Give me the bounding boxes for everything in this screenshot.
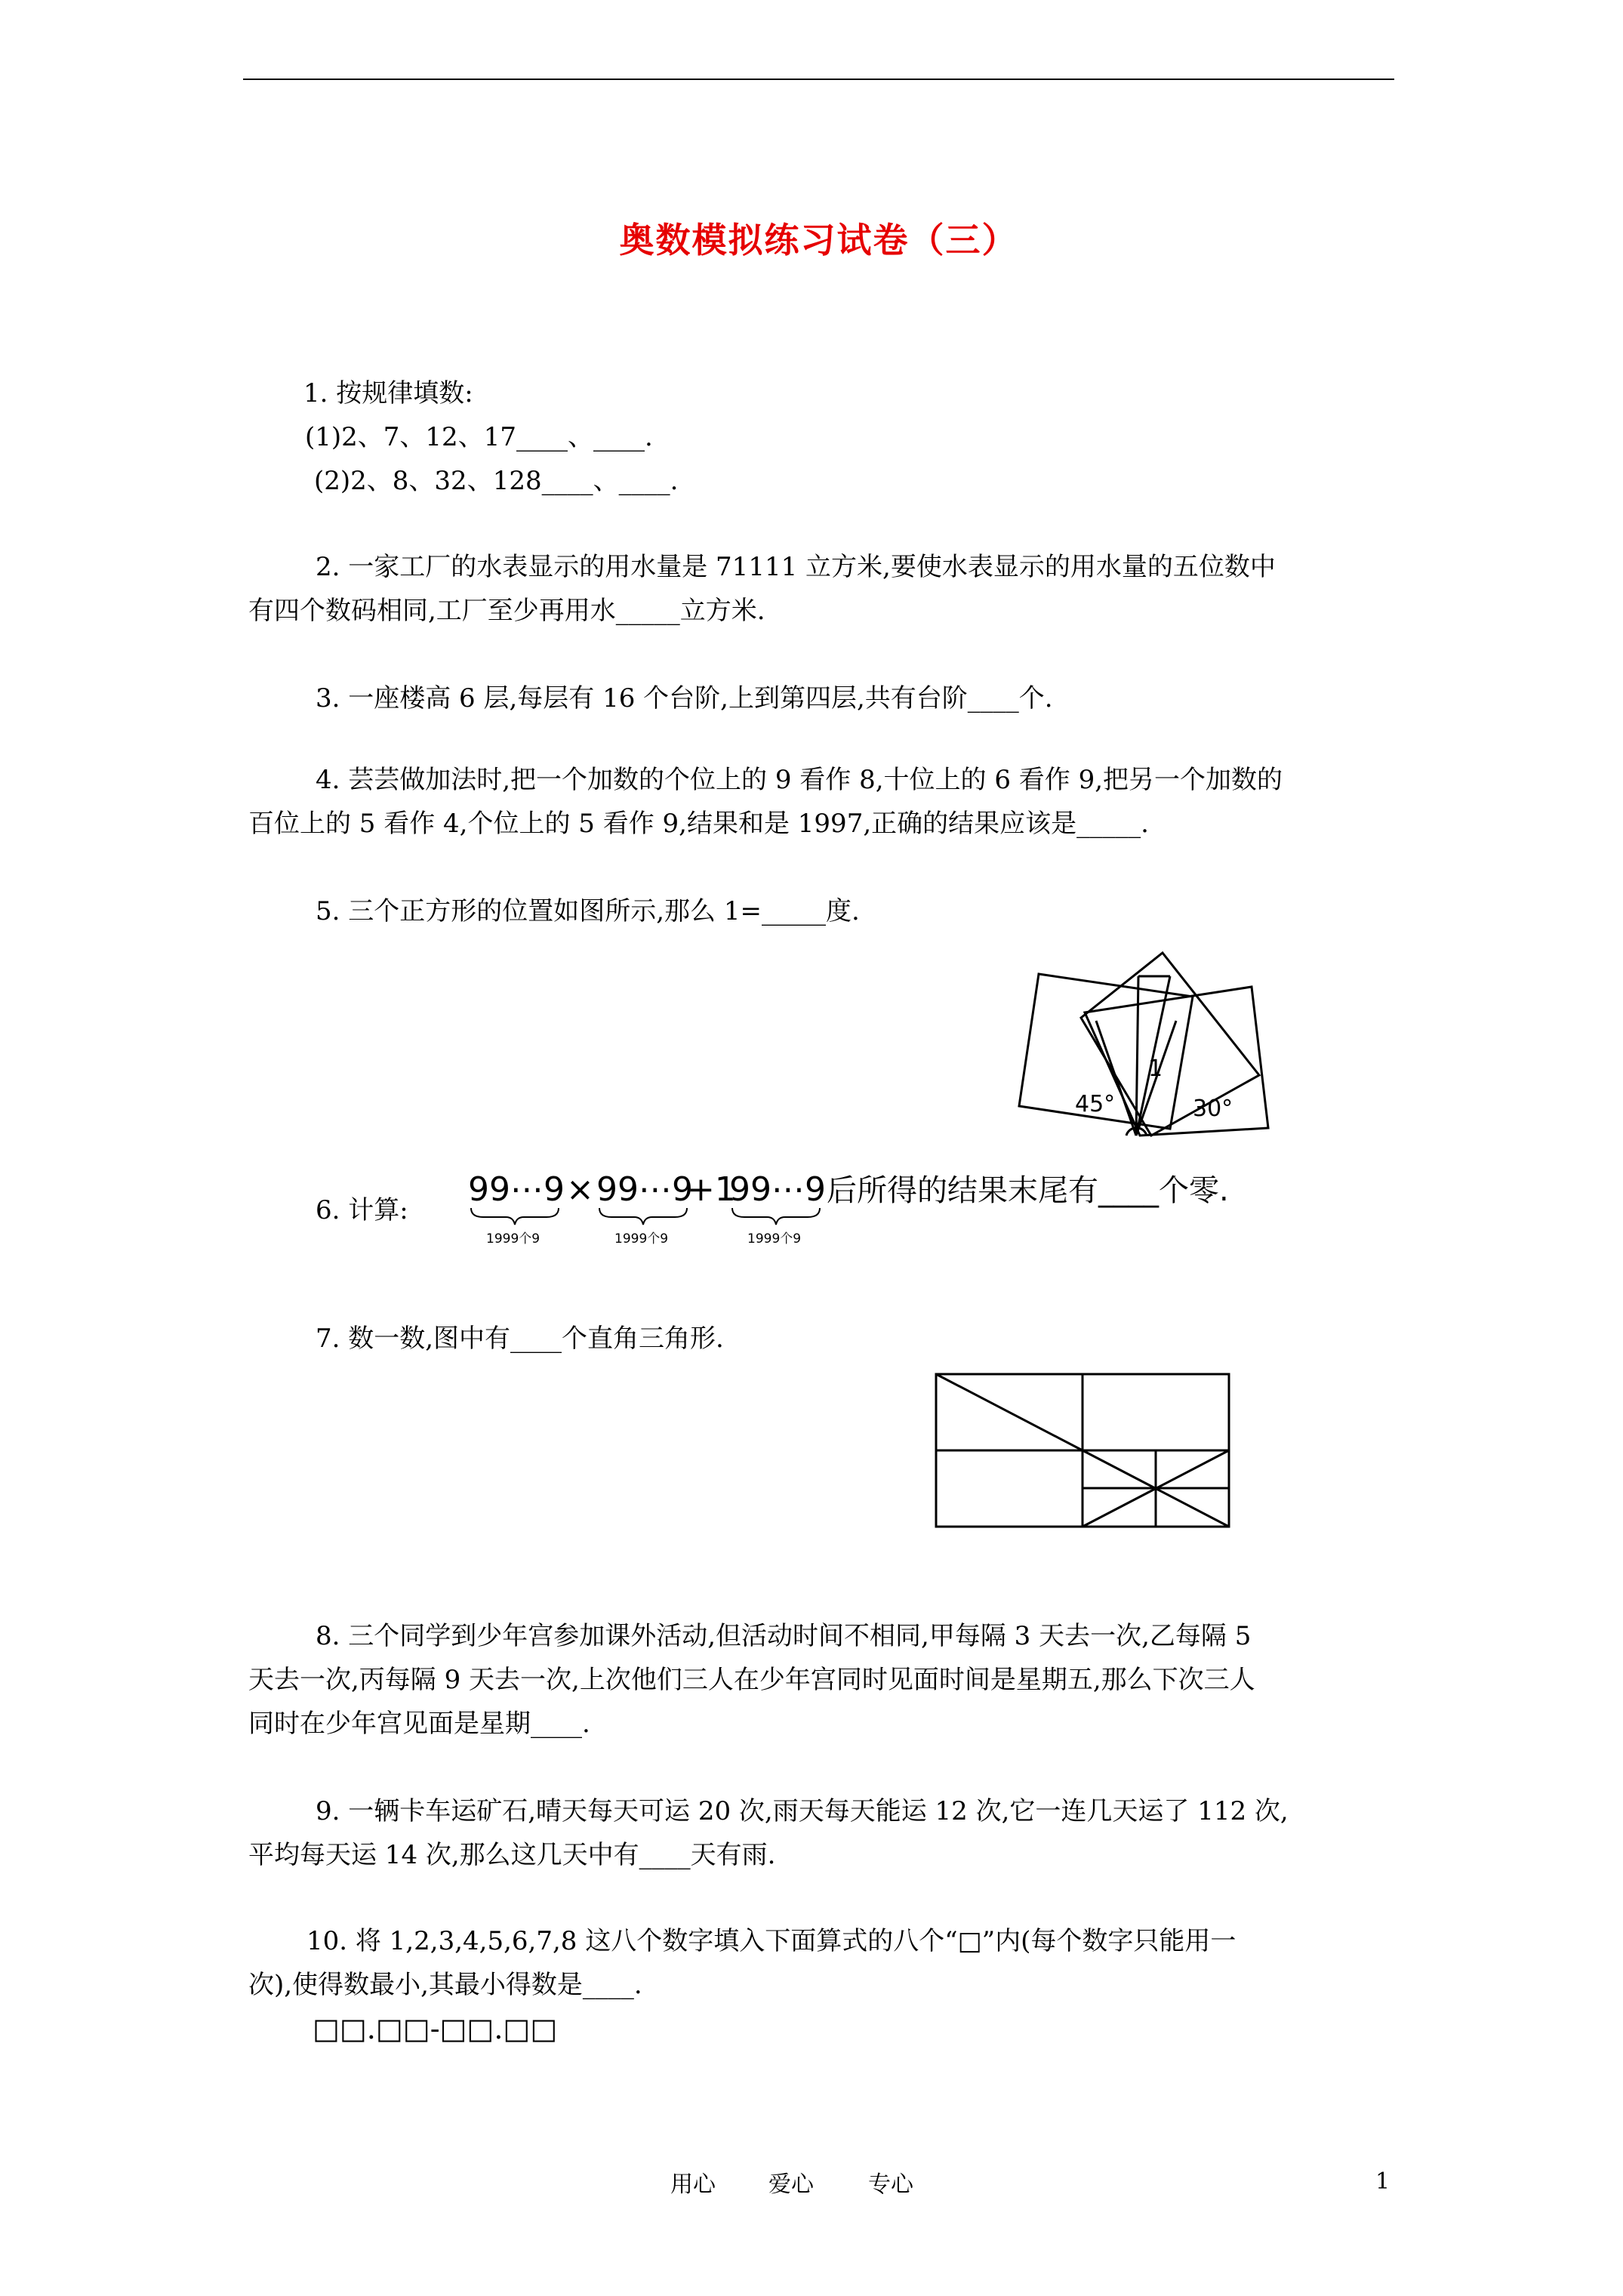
q8-line1: 8. 三个同学到少年宫参加课外活动,但活动时间不相同,甲每隔 3 天去一次,乙每隔 5 — [316, 1621, 1252, 1651]
brace-label-3: 1999个9 — [747, 1231, 802, 1247]
q9-line2: 平均每天运 14 次,那么这几天中有____天有雨. — [248, 1840, 776, 1870]
plus-one: +1 — [687, 1170, 736, 1209]
q3-line1: 3. 一座楼高 6 层,每层有 16 个台阶,上到第四层,共有台阶____个. — [316, 683, 1053, 713]
brace-1 — [471, 1208, 559, 1225]
q9-line1: 9. 一辆卡车运矿石,晴天每天可运 20 次,雨天每天能运 12 次,它一连几天运了 112 次, — [316, 1796, 1289, 1826]
footer-item-2: 爱心 — [768, 2171, 814, 2198]
angle-45-label: 45° — [1075, 1091, 1116, 1117]
times-sign: × — [566, 1170, 594, 1209]
q10-line1: 10. 将 1,2,3,4,5,6,7,8 这八个数字填入下面算式的八个“□”内(每个数字只能用一 — [306, 1926, 1236, 1956]
page-number: 1 — [1375, 2168, 1390, 2195]
q7-line1: 7. 数一数,图中有____个直角三角形. — [316, 1324, 724, 1354]
q2-line2: 有四个数码相同,工厂至少再用水_____立方米. — [248, 596, 765, 626]
brace-2 — [599, 1208, 687, 1225]
q6-prefix: 6. 计算: — [316, 1195, 408, 1225]
q4-line2: 百位上的 5 看作 4,个位上的 5 看作 9,结果和是 1997,正确的结果应该是_____. — [248, 809, 1149, 839]
footer-item-3: 专心 — [868, 2171, 913, 2198]
term-3: 99⋯9 — [729, 1170, 826, 1209]
q10-line2: 次),使得数最小,其最小得数是____. — [248, 1970, 642, 2000]
header-rule — [243, 79, 1394, 80]
footer-item-1: 用心 — [670, 2171, 716, 2198]
term-2: 99⋯9 — [596, 1170, 693, 1209]
brace-3 — [732, 1208, 820, 1225]
angle-1-label: 1 — [1148, 1056, 1163, 1082]
page-title: 奥数模拟练习试卷（三） — [619, 220, 1018, 260]
brace-label-1: 1999个9 — [486, 1231, 540, 1247]
q2-line1: 2. 一家工厂的水表显示的用水量是 71111 立方米,要使水表显示的用水量的五位数中 — [316, 552, 1276, 582]
three-squares-figure — [1012, 951, 1291, 1140]
q1-part1: (1)2、7、12、17____、____. — [305, 422, 653, 452]
q4-line1: 4. 芸芸做加法时,把一个加数的个位上的 9 看作 8,十位上的 6 看作 9,把另一个加数的 — [316, 765, 1283, 795]
brace-label-2: 1999个9 — [614, 1231, 669, 1247]
q1-part2: (2)2、8、32、128____、____. — [314, 466, 679, 496]
q1-stem: 1. 按规律填数: — [303, 378, 473, 408]
q10-line3: □□.□□-□□.□□ — [313, 2012, 558, 2045]
term-1: 99⋯9 — [468, 1170, 565, 1209]
right-triangles-figure — [935, 1373, 1232, 1528]
top-left-diagonal — [936, 1374, 1083, 1450]
q6-formula — [460, 1164, 1291, 1262]
q8-line2: 天去一次,丙每隔 9 天去一次,上次他们三人在少年宫同时见面时间是星期五,那么下次三人 — [248, 1665, 1255, 1695]
q8-line3: 同时在少年宫见面是星期____. — [248, 1709, 590, 1739]
angle-30-label: 30° — [1193, 1096, 1233, 1122]
q5-line1: 5. 三个正方形的位置如图所示,那么 1=_____度. — [316, 896, 860, 926]
q6-tail: 后所得的结果末尾有____个零. — [827, 1173, 1229, 1208]
